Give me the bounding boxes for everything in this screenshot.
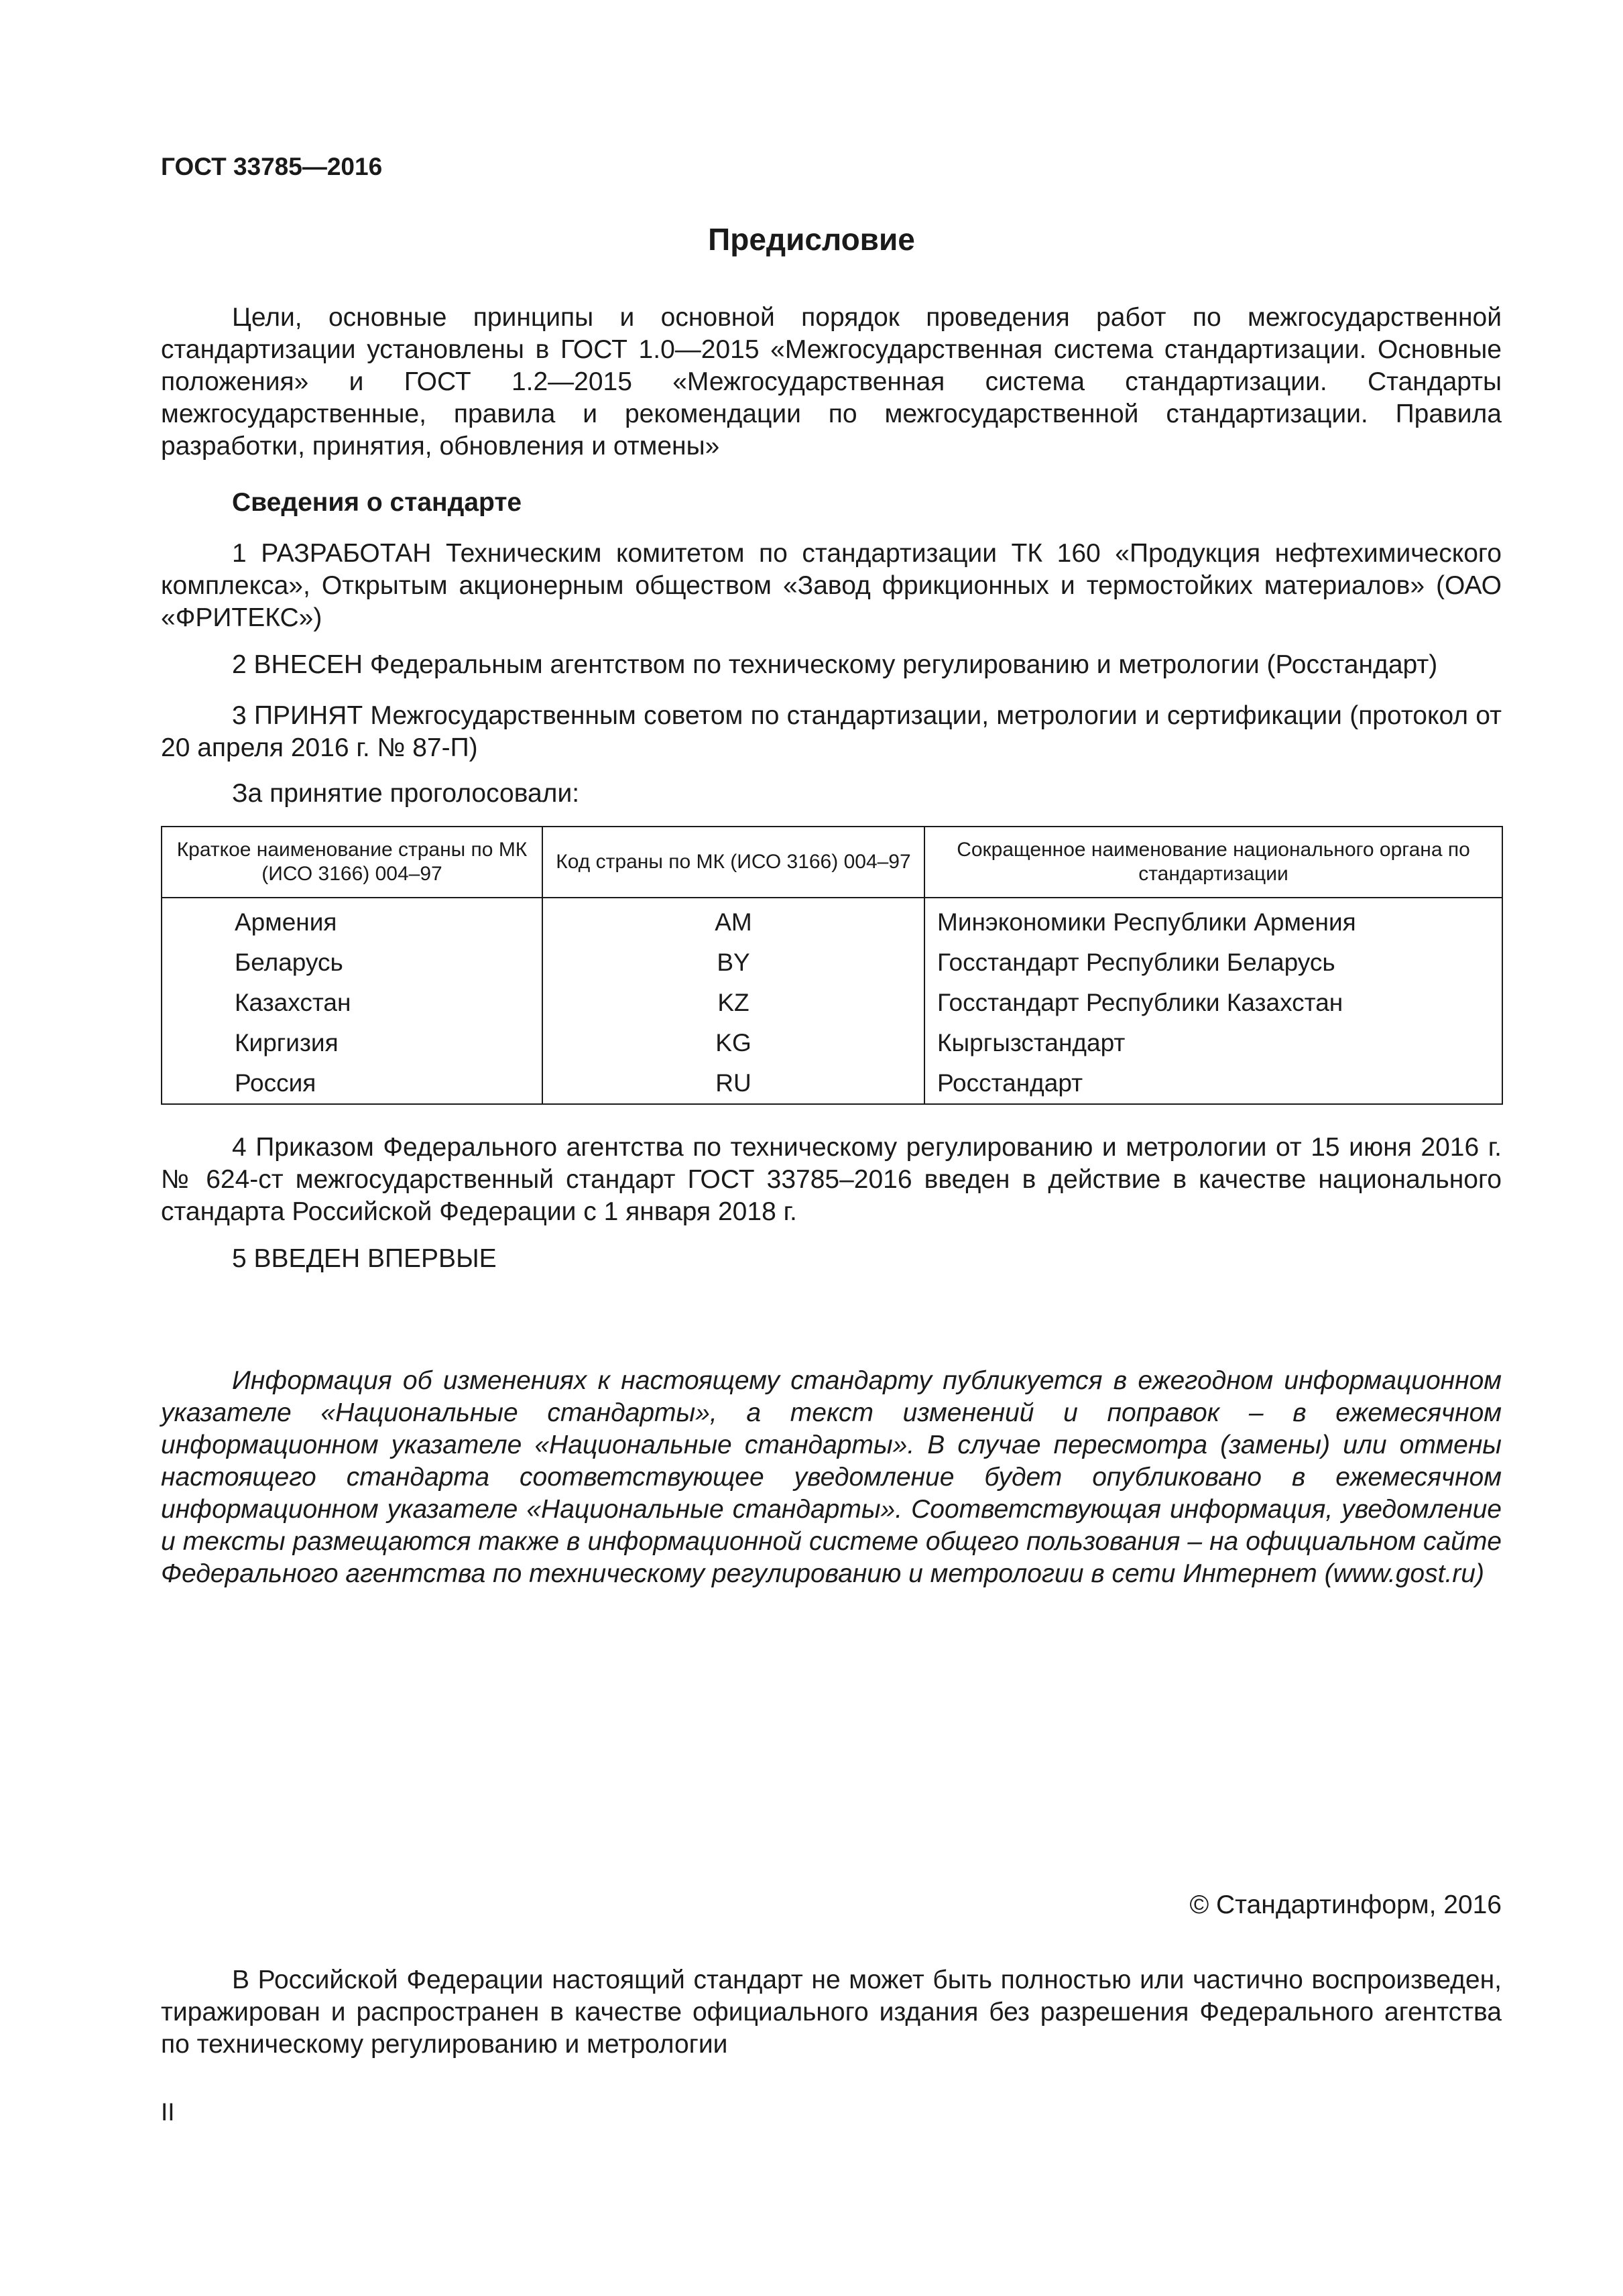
- item-adopted: 3 ПРИНЯТ Межгосударственным советом по стандартизации, метрологии и сертификации (протокол от 20 апреля 2016 г. № 87-П): [161, 701, 1502, 762]
- table-row: [162, 898, 1502, 943]
- voted-label: За принятие проголосовали:: [232, 779, 580, 808]
- body-cell: Госстандарт Республики Казахстан: [924, 983, 1502, 1023]
- code-cell: RU: [542, 1063, 924, 1104]
- item-enacted: 4 Приказом Федерального агентства по техническому регулированию и метрологии от 15 июня 2016 г. № 624-ст межгосударственный стандарт ГОСТ 33785–2016 введен в действие в качестве национального стандарта Российской Федерации с 1 января 2018 г.: [161, 1133, 1502, 1226]
- voting-countries-table: [161, 826, 1503, 1105]
- document-code: ГОСТ 33785—2016: [161, 153, 383, 180]
- body-cell: Кыргызстандарт: [924, 1023, 1502, 1063]
- intro-paragraph: Цели, основные принципы и основной порядок проведения работ по межгосударственной стандартизации установлены в ГОСТ 1.0—2015 «Межгосударственная система стандартизации. Основные положения» и ГОСТ 1.2—2015 «Межгосударственная система стандартизации. Стандарты межгосударственные, правила и рекомендации по межгосударственной стандартизации. Правила разработки, принятия, обновления и отмены»: [161, 303, 1502, 461]
- country-cell: Армения: [162, 898, 542, 943]
- column-header-country: Краткое наименование страны по МК (ИСО 3166) 004–97: [162, 827, 542, 898]
- table-row: [162, 983, 1502, 1023]
- body-cell: Минэкономики Республики Армения: [924, 898, 1502, 943]
- copyright-notice: © Стандартинформ, 2016: [1189, 1890, 1502, 1919]
- reproduction-notice: В Российской Федерации настоящий стандарт не может быть полностью или частично воспроизведен, тиражирован и распространен в качестве официального издания без разрешения Федерального агентства по техническому регулированию и метрологии: [161, 1966, 1502, 2059]
- item-first-introduced: 5 ВВЕДЕН ВПЕРВЫЕ: [232, 1244, 497, 1273]
- code-cell: KZ: [542, 983, 924, 1023]
- code-cell: KG: [542, 1023, 924, 1063]
- column-header-code: Код страны по МК (ИСО 3166) 004–97: [542, 827, 924, 898]
- about-standard-heading: Сведения о стандарте: [232, 488, 522, 517]
- table-row: [162, 943, 1502, 983]
- page-number: II: [161, 2098, 175, 2126]
- table-header-row: [162, 827, 1502, 898]
- changes-info-notice: Информация об изменениях к настоящему стандарту публикуется в ежегодном информационном указателе «Национальные стандарты», а текст изменений и поправок – в ежемесячном информационном указателе «Национальные стандарты». В случае пересмотра (замены) или отмены настоящего стандарта соответствующее уведомление будет опубликовано в ежемесячном информационном указателе «Национальные стандарты». Соответствующая информация, уведомление и тексты размещаются также в информационной системе общего пользования – на официальном сайте Федерального агентства по техническому регулированию и метрологии в сети Интернет (www.gost.ru): [161, 1366, 1502, 1588]
- item-developed: 1 РАЗРАБОТАН Техническим комитетом по стандартизации ТК 160 «Продукция нефтехимического комплекса», Открытым акционерным обществом «Завод фрикционных и термостойких материалов» (ОАО «ФРИТЕКС»): [161, 539, 1502, 632]
- country-cell: Беларусь: [162, 943, 542, 983]
- page-title: Предисловие: [708, 222, 915, 257]
- table-row: [162, 1023, 1502, 1063]
- column-header-body: Сокращенное наименование национального органа по стандартизации: [924, 827, 1502, 898]
- body-cell: Росстандарт: [924, 1063, 1502, 1104]
- country-cell: Россия: [162, 1063, 542, 1104]
- table-row: [162, 1063, 1502, 1104]
- country-cell: Киргизия: [162, 1023, 542, 1063]
- item-submitted: 2 ВНЕСЕН Федеральным агентством по техническому регулированию и метрологии (Росстандарт): [232, 650, 1438, 679]
- code-cell: AM: [542, 898, 924, 943]
- body-cell: Госстандарт Республики Беларусь: [924, 943, 1502, 983]
- code-cell: BY: [542, 943, 924, 983]
- country-cell: Казахстан: [162, 983, 542, 1023]
